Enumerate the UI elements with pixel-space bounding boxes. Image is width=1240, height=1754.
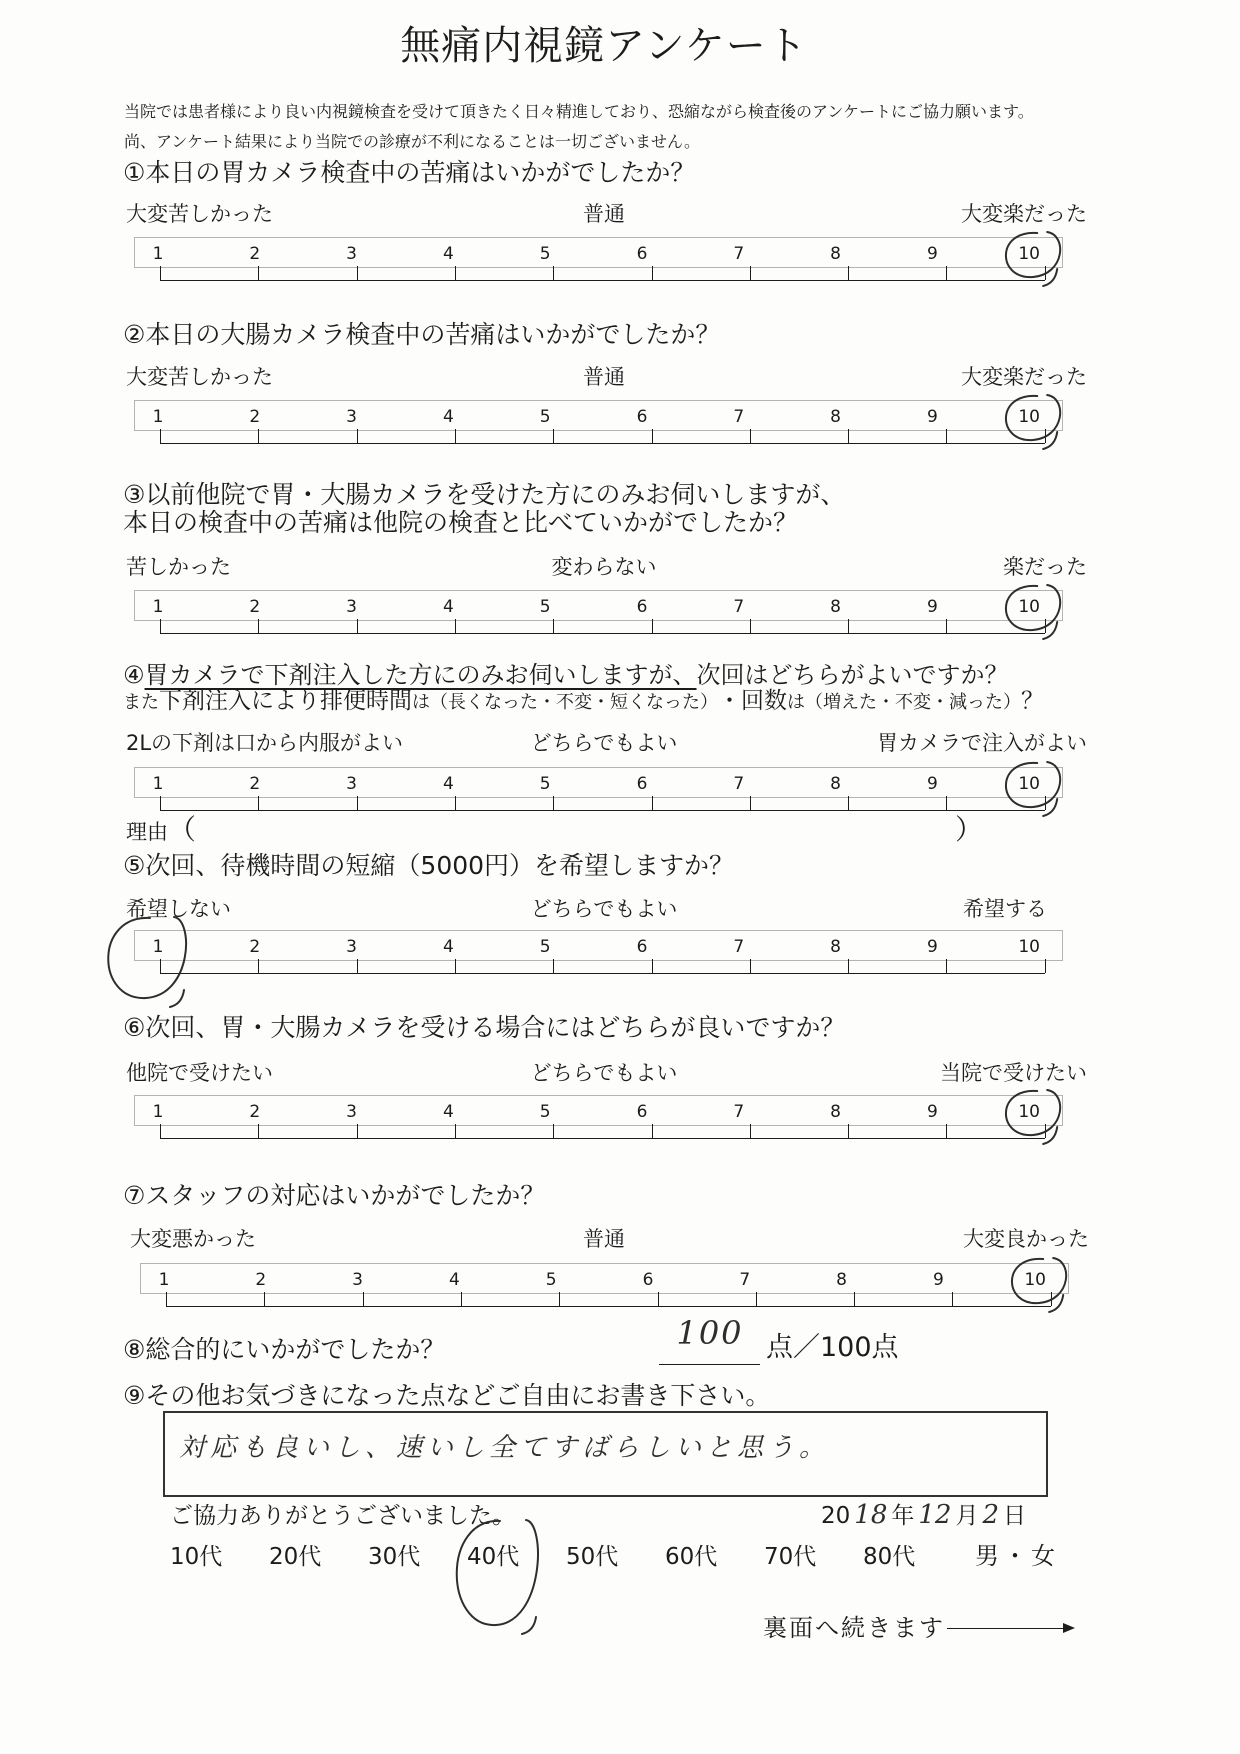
scale-number-3: 3 [352, 1270, 364, 1290]
scale-tick [160, 796, 161, 810]
scale-tick [946, 266, 947, 280]
date-field [821, 1500, 1026, 1531]
age-option: 70代 [764, 1544, 817, 1570]
scale-number-1: 1 [152, 244, 164, 264]
age-option: 20代 [269, 1544, 322, 1570]
scale-number-4: 4 [442, 407, 454, 427]
scale-tick [455, 619, 456, 633]
question-heading: ⑨その他お気づきになった点などご自由にお書き下さい。 [123, 1381, 771, 1410]
scale-tick [652, 1124, 653, 1138]
question-text: 次回はどちらがよいですか？ [696, 661, 1009, 689]
age-option: 60代 [665, 1544, 718, 1570]
age-option: 80代 [863, 1544, 916, 1570]
scale-tick [750, 1124, 751, 1138]
scale-tick [553, 266, 554, 280]
scale-number-2: 2 [255, 1270, 267, 1290]
question-heading: ⑦スタッフの対応はいかがでしたか？ [123, 1181, 546, 1210]
scale-tick [559, 1292, 560, 1306]
scale-label-high: 大変楽だった [961, 365, 1087, 389]
question-heading [123, 661, 1009, 690]
scale-tick [946, 1124, 947, 1138]
scale-tick [553, 1124, 554, 1138]
scale-label-high: 希望する [963, 897, 1047, 921]
scale-tick [455, 1124, 456, 1138]
scale-number-4: 4 [442, 1102, 454, 1122]
scale-tick [946, 429, 947, 443]
scale-ruler [160, 443, 1045, 444]
subheading-part: また [123, 692, 159, 713]
scale-number-4: 4 [442, 244, 454, 264]
handwritten-day: 2 [982, 1500, 1000, 1530]
scale-tick [946, 796, 947, 810]
scale-number-1: 1 [158, 1270, 170, 1290]
scale-number-5: 5 [539, 937, 551, 957]
scale-number-2: 2 [249, 937, 261, 957]
scale-number-9: 9 [932, 1270, 944, 1290]
thanks-message: ご協力ありがとうございました。 [170, 1503, 515, 1529]
rating-scale [140, 1263, 1069, 1294]
scale-tick [461, 1292, 462, 1306]
scale-tick [848, 619, 849, 633]
scale-label-high: 大変楽だった [961, 202, 1087, 226]
circled-answer-mark [135, 1096, 1062, 1125]
scale-tick [848, 429, 849, 443]
form-title: 無痛内視鏡アンケート [400, 23, 808, 69]
scale-tick [1045, 1124, 1046, 1138]
scale-number-5: 5 [539, 407, 551, 427]
handwritten-year: 18 [854, 1500, 888, 1530]
scale-tick [258, 796, 259, 810]
scale-number-8: 8 [836, 1270, 848, 1290]
scale-number-7: 7 [733, 407, 745, 427]
scale-number-5: 5 [539, 244, 551, 264]
scale-label-high: 胃カメラで注入がよい [877, 731, 1087, 755]
scale-tick [264, 1292, 265, 1306]
scale-number-2: 2 [249, 1102, 261, 1122]
scale-tick [854, 1292, 855, 1306]
underlined-condition: 胃カメラで下剤注入した方にのみお伺いしますが、 [144, 661, 697, 689]
scale-tick [455, 959, 456, 973]
reason-field [126, 813, 196, 847]
scale-tick [553, 959, 554, 973]
scale-tick [946, 959, 947, 973]
continue-on-back: 裏面へ続きます [763, 1614, 945, 1642]
scale-tick [357, 429, 358, 443]
scale-number-5: 5 [539, 774, 551, 794]
scale-ruler [160, 1138, 1045, 1139]
scale-number-2: 2 [249, 407, 261, 427]
question-heading: ①本日の胃カメラ検査中の苦痛はいかがでしたか？ [123, 158, 696, 187]
scale-number-6: 6 [636, 774, 648, 794]
scale-tick [946, 619, 947, 633]
scale-number-6: 6 [642, 1270, 654, 1290]
scale-tick [750, 796, 751, 810]
scale-number-3: 3 [346, 244, 358, 264]
reason-label: 理由 [126, 820, 168, 844]
scale-number-5: 5 [545, 1270, 557, 1290]
age-option: 40代 [467, 1544, 520, 1570]
scale-number-2: 2 [249, 597, 261, 617]
subheading-part: 下剤注入により排便時間 [159, 688, 412, 714]
scale-number-4: 4 [442, 937, 454, 957]
circle-stroke [108, 917, 186, 1007]
scale-tick [952, 1292, 953, 1306]
circled-answer-mark [135, 768, 1062, 797]
scale-tick [750, 959, 751, 973]
scale-number-9: 9 [926, 774, 938, 794]
score-underline [659, 1364, 760, 1365]
scale-number-7: 7 [733, 244, 745, 264]
scale-tick [848, 266, 849, 280]
scale-number-8: 8 [830, 597, 842, 617]
scale-label-high: 楽だった [1003, 555, 1087, 579]
scale-tick [160, 619, 161, 633]
date-year-prefix: 20 [821, 1503, 851, 1529]
date-year-unit: 年 [891, 1503, 915, 1529]
scale-tick [357, 959, 358, 973]
scale-tick [160, 1124, 161, 1138]
scale-number-3: 3 [346, 1102, 358, 1122]
age-option: 50代 [566, 1544, 619, 1570]
scale-tick [1045, 619, 1046, 633]
scale-ruler [160, 280, 1045, 281]
rating-scale [134, 590, 1063, 621]
scale-label-mid: 変わらない [551, 555, 657, 579]
scale-tick [652, 619, 653, 633]
subheading-part: ？ [1021, 688, 1044, 714]
subheading-part: ・回数 [718, 688, 787, 714]
date-month-unit: 月 [955, 1503, 979, 1529]
reason-open-paren: （ [168, 813, 197, 846]
scale-number-9: 9 [926, 597, 938, 617]
scale-tick [258, 266, 259, 280]
circled-answer-mark [141, 1264, 1068, 1293]
scale-label-high: 大変良かった [963, 1227, 1089, 1251]
question-number: ④ [123, 661, 145, 689]
scale-number-5: 5 [539, 597, 551, 617]
scale-tick [160, 266, 161, 280]
scale-number-10: 10 [1018, 774, 1041, 794]
scale-tick [1045, 429, 1046, 443]
scale-number-8: 8 [830, 1102, 842, 1122]
scale-tick [166, 1292, 167, 1306]
scale-number-10: 10 [1018, 407, 1041, 427]
question-heading-line-2: 本日の検査中の苦痛は他院の検査と比べていかがでしたか？ [123, 508, 799, 537]
scale-number-10: 10 [1018, 937, 1041, 957]
scale-number-1: 1 [152, 774, 164, 794]
handwritten-month: 12 [918, 1500, 952, 1530]
rating-scale [134, 930, 1063, 961]
scale-number-8: 8 [830, 407, 842, 427]
scale-number-7: 7 [733, 1102, 745, 1122]
handwritten-comment: 対応も良いし、速いし全てすばらしいと思う。 [179, 1433, 831, 1463]
reason-close-paren: ） [955, 813, 984, 846]
scale-tick [455, 266, 456, 280]
score-suffix: 点／100点 [766, 1332, 899, 1363]
handwritten-score: 100 [676, 1314, 744, 1352]
scale-tick [652, 429, 653, 443]
scale-number-2: 2 [249, 774, 261, 794]
scale-label-low: 他院で受けたい [126, 1061, 273, 1085]
scale-number-6: 6 [636, 597, 648, 617]
scale-number-4: 4 [448, 1270, 460, 1290]
scale-tick [258, 1124, 259, 1138]
scale-tick [658, 1292, 659, 1306]
question-heading: ⑥次回、胃・大腸カメラを受ける場合にはどちらが良いですか？ [123, 1013, 846, 1042]
question-heading: ⑤次回、待機時間の短縮（5000円）を希望しますか？ [123, 851, 735, 880]
scale-number-1: 1 [152, 937, 164, 957]
scale-number-9: 9 [926, 1102, 938, 1122]
scale-number-7: 7 [733, 937, 745, 957]
scale-tick [455, 429, 456, 443]
question-heading: ③以前他院で胃・大腸カメラを受けた方にのみお伺いしますが、 [123, 480, 846, 509]
age-option: 10代 [170, 1544, 223, 1570]
scale-tick [258, 959, 259, 973]
scale-tick [357, 619, 358, 633]
scale-label-high: 当院で受けたい [940, 1061, 1087, 1085]
intro-line: 当院では患者様により良い内視鏡検査を受けて頂きたく日々精進しており、恐縮ながら検査後のアンケートにご協力願います。 [124, 102, 1034, 121]
scale-number-9: 9 [926, 937, 938, 957]
scale-number-3: 3 [346, 407, 358, 427]
scale-label-low: 苦しかった [126, 555, 231, 579]
scale-tick [750, 619, 751, 633]
scale-ruler [160, 633, 1045, 634]
circled-answer-mark [135, 238, 1062, 267]
scale-label-mid: どちらでもよい [530, 1061, 678, 1085]
scale-ruler [160, 973, 1045, 974]
scale-tick [553, 429, 554, 443]
scale-number-3: 3 [346, 597, 358, 617]
scale-tick [652, 959, 653, 973]
scale-tick [258, 429, 259, 443]
question-heading: ②本日の大腸カメラ検査中の苦痛はいかがでしたか？ [123, 320, 721, 349]
scale-number-6: 6 [636, 244, 648, 264]
scale-ruler [166, 1306, 1051, 1307]
scale-label-low: 希望しない [126, 897, 231, 921]
scale-tick [756, 1292, 757, 1306]
scale-number-10: 10 [1024, 1270, 1047, 1290]
age-option: 30代 [368, 1544, 421, 1570]
scale-label-mid: 普通 [583, 202, 625, 226]
scale-tick [848, 796, 849, 810]
subheading-options: （増えた・不変・減った） [805, 692, 1021, 713]
arrow-right-icon [947, 1628, 1065, 1629]
subheading-options: （長くなった・不変・短くなった） [430, 692, 718, 713]
scale-label-low: 大変悪かった [130, 1227, 256, 1251]
scale-tick [258, 619, 259, 633]
scale-number-10: 10 [1018, 1102, 1041, 1122]
scale-label-mid: 普通 [583, 1227, 625, 1251]
scale-tick [357, 1124, 358, 1138]
circle-stroke [457, 1520, 538, 1634]
scale-tick [848, 1124, 849, 1138]
scale-tick [1051, 1292, 1052, 1306]
circled-answer-mark [135, 591, 1062, 620]
scale-number-8: 8 [830, 774, 842, 794]
subheading-part: は [412, 692, 430, 713]
rating-scale [134, 237, 1063, 268]
scale-number-8: 8 [830, 937, 842, 957]
rating-scale [134, 1095, 1063, 1126]
rating-scale [134, 767, 1063, 798]
scale-ruler [160, 810, 1045, 811]
scale-number-1: 1 [152, 597, 164, 617]
question-heading: ⑧総合的にいかがでしたか？ [123, 1335, 446, 1364]
scale-tick [1045, 796, 1046, 810]
scale-number-7: 7 [733, 597, 745, 617]
scale-number-10: 10 [1018, 597, 1041, 617]
scale-tick [750, 429, 751, 443]
date-day-unit: 日 [1003, 1503, 1027, 1529]
scale-tick [363, 1292, 364, 1306]
scale-number-7: 7 [739, 1270, 751, 1290]
scale-number-10: 10 [1018, 244, 1041, 264]
scale-number-4: 4 [442, 774, 454, 794]
scale-number-6: 6 [636, 1102, 648, 1122]
scale-tick [1045, 266, 1046, 280]
scale-label-mid: どちらでもよい [530, 731, 678, 755]
scale-number-6: 6 [636, 937, 648, 957]
scale-number-9: 9 [926, 407, 938, 427]
scale-tick [652, 266, 653, 280]
scale-number-2: 2 [249, 244, 261, 264]
scale-tick [160, 959, 161, 973]
scale-number-7: 7 [733, 774, 745, 794]
scale-tick [357, 796, 358, 810]
scale-tick [553, 619, 554, 633]
scale-tick [1045, 959, 1046, 973]
arrow-head-icon [1063, 1623, 1075, 1633]
scale-label-low: 大変苦しかった [126, 365, 273, 389]
rating-scale [134, 400, 1063, 431]
scale-number-3: 3 [346, 937, 358, 957]
scale-tick [160, 429, 161, 443]
scale-tick [652, 796, 653, 810]
scale-tick [357, 266, 358, 280]
scale-tick [455, 796, 456, 810]
comment-box [163, 1411, 1048, 1497]
scale-tick [750, 266, 751, 280]
circled-answer-mark [135, 401, 1062, 430]
scale-tick [848, 959, 849, 973]
scale-label-low: 大変苦しかった [126, 202, 273, 226]
question-subheading [123, 688, 1044, 716]
scale-label-mid: 普通 [583, 365, 625, 389]
scale-label-low: 2Lの下剤は口から内服がよい [126, 731, 404, 755]
scale-tick [553, 796, 554, 810]
scale-label-mid: どちらでもよい [530, 897, 678, 921]
scale-number-4: 4 [442, 597, 454, 617]
scale-number-8: 8 [830, 244, 842, 264]
intro-line: 尚、アンケート結果により当院での診療が不利になることは一切ございません。 [124, 132, 701, 151]
scale-number-3: 3 [346, 774, 358, 794]
scale-number-6: 6 [636, 407, 648, 427]
scale-number-9: 9 [926, 244, 938, 264]
circled-answer-mark [135, 931, 1062, 960]
subheading-part: は [787, 692, 805, 713]
gender-options: 男・女 [975, 1542, 1059, 1570]
scale-number-1: 1 [152, 1102, 164, 1122]
scale-number-5: 5 [539, 1102, 551, 1122]
scale-number-1: 1 [152, 407, 164, 427]
